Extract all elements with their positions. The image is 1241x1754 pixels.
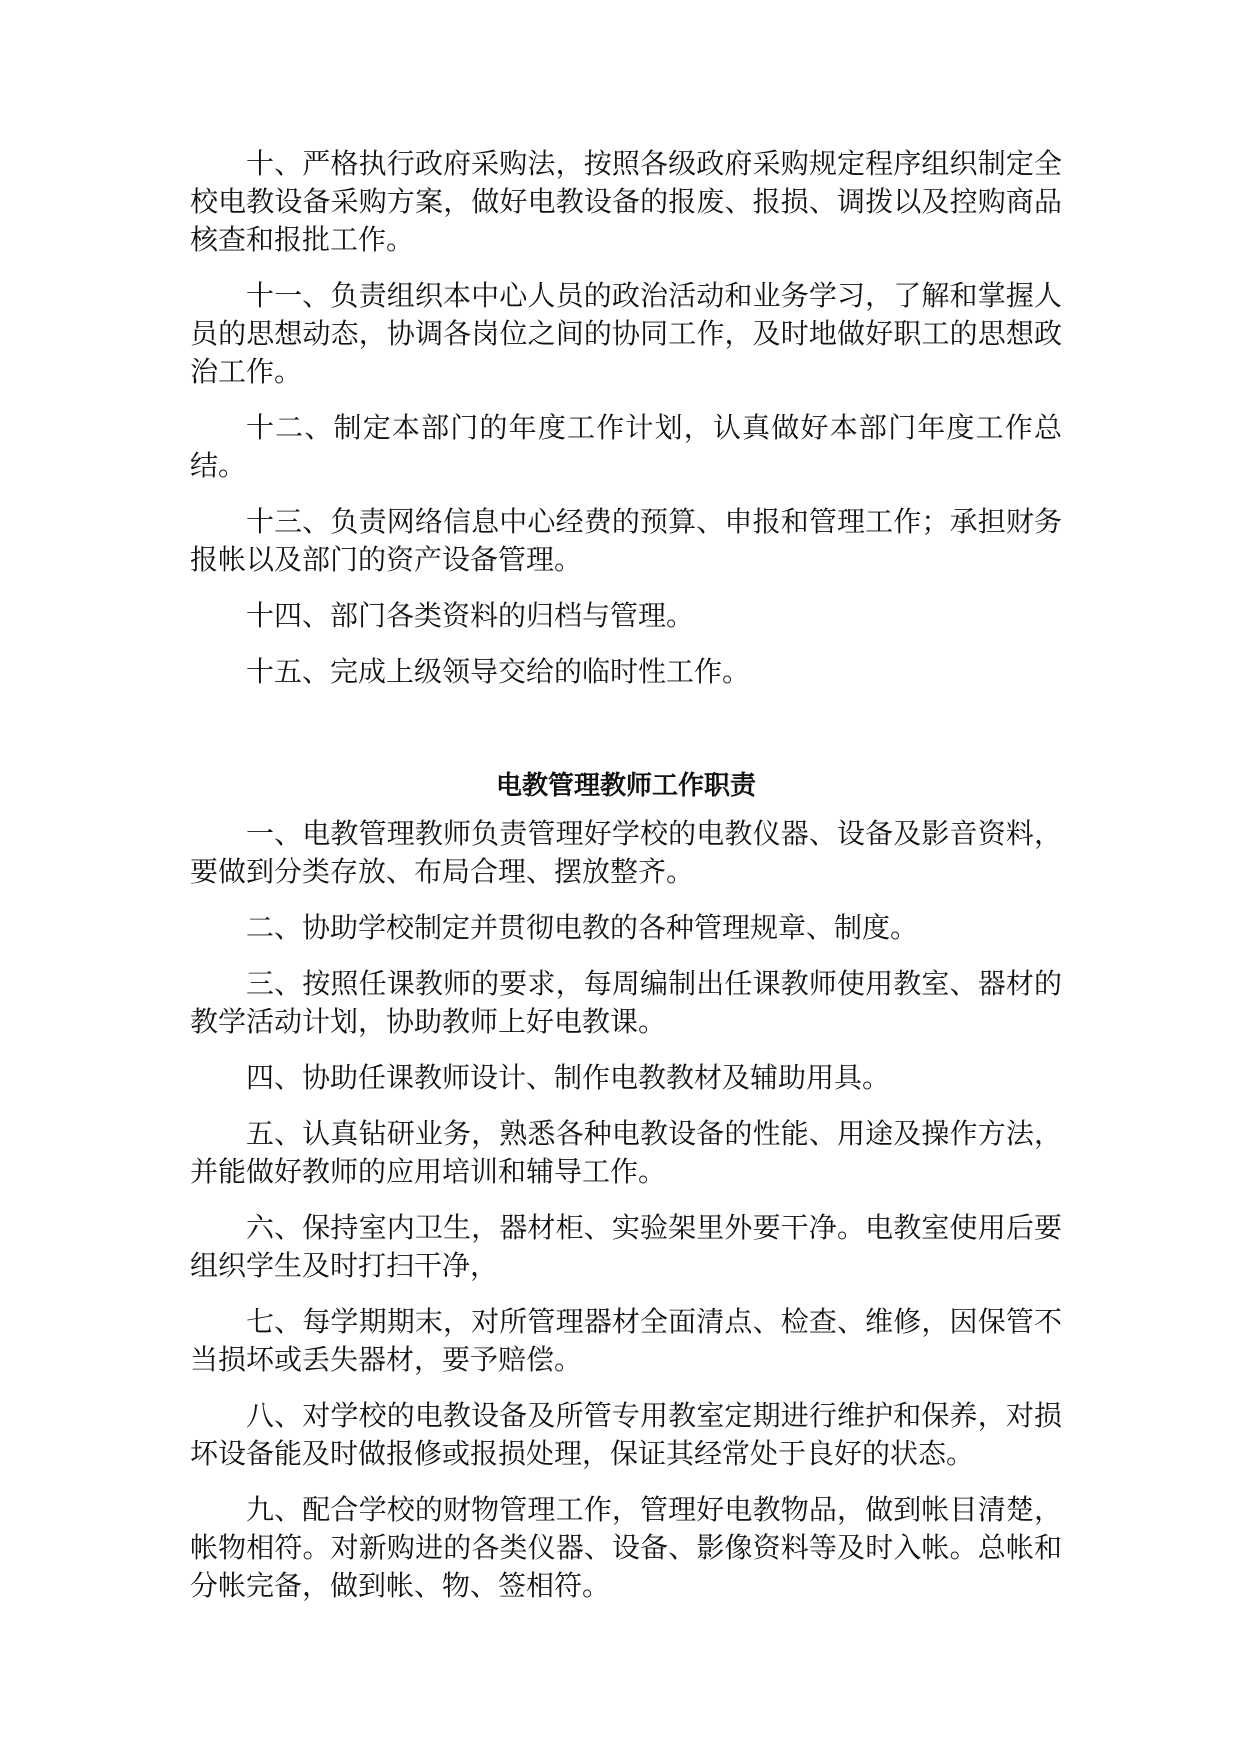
- teacher-duty-item-9: 九、配合学校的财物管理工作，管理好电教物品，做到帐目清楚，帐物相符。对新购进的各类仪器、设备、影像资料等及时入帐。总帐和分帐完备，做到帐、物、签相符。: [190, 1493, 1062, 1602]
- teacher-duty-item-7: 七、每学期期末，对所管理器材全面清点、检查、维修，因保管不当损坏或丢失器材，要予赔偿。: [190, 1305, 1062, 1376]
- duty-item-14: 十四、部门各类资料的归档与管理。: [246, 599, 695, 632]
- document-body: [190, 145, 1062, 1623]
- duty-item-12: 十二、制定本部门的年度工作计划，认真做好本部门年度工作总结。: [190, 411, 1062, 482]
- teacher-duty-item-8: 八、对学校的电教设备及所管专用教室定期进行维护和保养，对损坏设备能及时做报修或报损处理，保证其经常处于良好的状态。: [190, 1399, 1062, 1470]
- section-title: 电教管理教师工作职责: [495, 771, 756, 801]
- teacher-duty-item-6: 六、保持室内卫生，器材柜、实验架里外要干净。电教室使用后要组织学生及时打扫干净，: [190, 1211, 1062, 1282]
- duty-item-13: 十三、负责网络信息中心经费的预算、申报和管理工作；承担财务报帐以及部门的资产设备管理。: [190, 505, 1062, 576]
- teacher-duty-item-4: 四、协助任课教师设计、制作电教教材及辅助用具。: [246, 1061, 891, 1094]
- duty-item-11: 十一、负责组织本中心人员的政治活动和业务学习，了解和掌握人员的思想动态，协调各岗位之间的协同工作，及时地做好职工的思想政治工作。: [190, 279, 1062, 388]
- section-spacer: [190, 709, 1062, 767]
- teacher-duty-item-1: 一、电教管理教师负责管理好学校的电教仪器、设备及影音资料，要做到分类存放、布局合理、摆放整齐。: [190, 817, 1062, 888]
- teacher-duty-item-5: 五、认真钻研业务，熟悉各种电教设备的性能、用途及操作方法，并能做好教师的应用培训和辅导工作。: [190, 1117, 1062, 1188]
- duty-item-10: 十、严格执行政府采购法，按照各级政府采购规定程序组织制定全校电教设备采购方案，做好电教设备的报废、报损、调拨以及控购商品核查和报批工作。: [190, 147, 1062, 256]
- teacher-duty-item-3: 三、按照任课教师的要求，每周编制出任课教师使用教室、器材的教学活动计划，协助教师上好电教课。: [190, 967, 1062, 1038]
- duty-item-15: 十五、完成上级领导交给的临时性工作。: [246, 655, 751, 688]
- teacher-duty-item-2: 二、协助学校制定并贯彻电教的各种管理规章、制度。: [246, 911, 919, 944]
